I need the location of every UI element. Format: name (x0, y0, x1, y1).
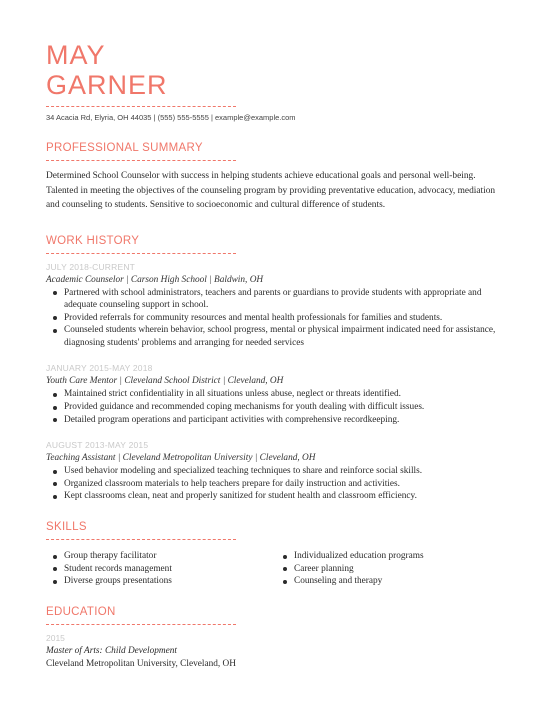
skills-column-right (276, 550, 506, 588)
job-bullet: Detailed program operations and participant activities with comprehensive recordkeeping. (64, 414, 506, 427)
job-role: Teaching Assistant | Cleveland Metropolitan University | Cleveland, OH (46, 453, 316, 464)
job-bullets (46, 388, 506, 426)
first-name: MAY (46, 40, 106, 70)
job-bullet: Provided referrals for community resources and mental health professionals for families and students. (64, 312, 506, 325)
education-heading: EDUCATION (46, 605, 116, 618)
job-dates: JANUARY 2015-MAY 2018 (46, 363, 153, 374)
education-school: Cleveland Metropolitan University, Cleveland, OH (46, 658, 236, 669)
skills-heading: SKILLS (46, 521, 87, 534)
summary-heading: PROFESSIONAL SUMMARY (46, 142, 203, 154)
work-history-heading: WORK HISTORY (46, 234, 140, 247)
job-bullet: Counseled students wherein behavior, school progress, mental or physical impairment indicated need for assistance, diagnosing students' problems and arranging for needed services (64, 324, 506, 349)
job-bullet: Provided guidance and recommended coping mechanisms for youth dealing with difficult issues. (64, 401, 506, 414)
education-degree: Master of Arts: Child Development (46, 645, 178, 656)
name-divider (46, 106, 236, 107)
job-dates: JULY 2018-CURRENT (46, 261, 136, 272)
summary-text: Determined School Counselor with success in helping students achieve educational goals and personal well-being. Talented in meeting the objectives of the counseling program by providing preventative education, advocacy, mediation and counseling to students. Sensitive to socioeconomic and cultural difference of students. (46, 171, 496, 210)
work-history-divider (46, 253, 236, 254)
skills-column-left (46, 550, 276, 588)
job-bullets (46, 287, 506, 350)
job-entry (46, 363, 506, 426)
job-bullet: Kept classrooms clean, neat and properly sanitized for student health and classroom efficiency. (64, 490, 506, 503)
skills-list (46, 548, 506, 588)
job-role: Youth Care Mentor | Cleveland School District | Cleveland, OH (46, 376, 284, 387)
education-year: 2015 (46, 632, 65, 643)
job-role: Academic Counselor | Carson High School | Baldwin, OH (46, 274, 264, 285)
skill-item: Group therapy facilitator (64, 550, 276, 563)
skills-divider (46, 539, 236, 540)
education-divider (46, 624, 236, 625)
job-bullets (46, 465, 506, 503)
last-name: GARNER (46, 70, 168, 100)
resume-page (46, 0, 506, 669)
skill-item: Student records management (64, 563, 276, 576)
skill-item: Diverse groups presentations (64, 575, 276, 588)
job-entry (46, 440, 506, 503)
job-dates: AUGUST 2013-MAY 2015 (46, 440, 149, 451)
skill-item: Career planning (294, 563, 506, 576)
skill-item: Individualized education programs (294, 550, 506, 563)
candidate-name (46, 40, 506, 100)
job-bullet: Organized classroom materials to help teachers prepare for daily instruction and activities. (64, 478, 506, 491)
contact-line: 34 Acacia Rd, Elyria, OH 44035 | (555) 555-5555 | example@example.com (46, 113, 296, 122)
job-entry (46, 262, 506, 350)
skill-item: Counseling and therapy (294, 575, 506, 588)
summary-divider (46, 160, 236, 161)
job-bullet: Maintained strict confidentiality in all situations unless abuse, neglect or threats identified. (64, 388, 506, 401)
job-bullet: Partnered with school administrators, teachers and parents or guardians to provide students with appropriate and adequate counseling support in school. (64, 287, 506, 312)
job-bullet: Used behavior modeling and specialized teaching techniques to share and reinforce social skills. (64, 465, 506, 478)
